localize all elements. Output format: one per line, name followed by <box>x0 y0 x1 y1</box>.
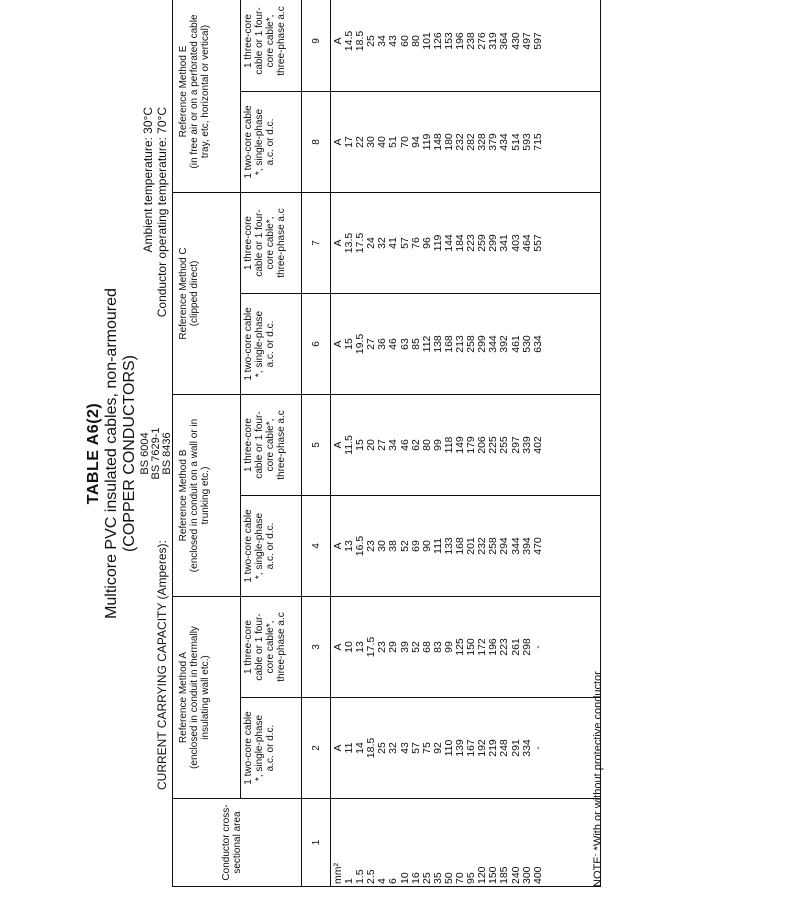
two-core-subheader: 1 two-core cable *, single-phase a.c. or d.c. <box>241 698 302 799</box>
capacity-column <box>331 192 601 293</box>
table-cell: 299 <box>487 234 500 252</box>
standard-ref: BS 7629-1 <box>150 427 162 480</box>
table-cell: 344 <box>487 335 500 353</box>
table-cell: 46 <box>398 439 411 451</box>
capacity-heading: CURRENT CARRYING CAPACITY (Amperes): <box>155 540 169 790</box>
method-e-header: Reference Method E (in free air or on a perforated cable tray, etc, horizontal or vertical) <box>173 0 241 192</box>
table-cell: 110 <box>442 739 455 757</box>
table-cell: 297 <box>509 436 522 454</box>
table-cell: 22 <box>354 136 367 148</box>
table-cell: 15 <box>343 338 356 350</box>
table-cell: 51 <box>387 136 400 148</box>
unit-label: A <box>332 37 344 45</box>
table-cell: 99 <box>442 641 455 653</box>
table-cell: 25 <box>420 872 433 884</box>
table-cell: - <box>531 645 544 649</box>
table-cell: 18.5 <box>365 737 378 759</box>
table-title: TABLE A6(2) <box>85 402 102 505</box>
table-cell: 148 <box>431 133 444 151</box>
table-cell: 40 <box>376 136 389 148</box>
table-subtitle-2: (COPPER CONDUCTORS) <box>121 354 138 553</box>
unit-label: mm² <box>332 863 344 884</box>
table-cell: 101 <box>420 32 433 50</box>
table-cell: 150 <box>487 866 500 884</box>
table-cell: 196 <box>454 32 467 50</box>
table-cell: 238 <box>465 32 478 50</box>
unit-label: A <box>332 340 344 348</box>
table-cell: 18.5 <box>354 30 367 52</box>
table-cell: 63 <box>398 338 411 350</box>
method-b-header: Reference Method B (enclosed in conduit on a wall or in trunking etc.) <box>173 394 241 596</box>
table-cell: 92 <box>431 742 444 754</box>
table-cell: 557 <box>531 234 544 252</box>
table-cell: 402 <box>531 436 544 454</box>
table-cell: 298 <box>520 638 533 656</box>
table-cell: 69 <box>409 540 422 552</box>
table-cell: 38 <box>387 540 400 552</box>
table-cell: - <box>531 746 544 750</box>
table-cell: 364 <box>498 32 511 50</box>
table-cell: 96 <box>420 237 433 249</box>
table-cell: 344 <box>509 537 522 555</box>
unit-label: A <box>332 643 344 651</box>
table-cell: 17.5 <box>354 232 367 254</box>
table-cell: 75 <box>420 742 433 754</box>
table-cell: 23 <box>376 641 389 653</box>
table-cell: 400 <box>531 866 544 884</box>
table-cell: 258 <box>487 537 500 555</box>
table-cell: 276 <box>476 32 489 50</box>
table-cell: 201 <box>465 537 478 555</box>
capacity-column <box>331 293 601 394</box>
table-subtitle: Multicore PVC insulated cables, non-armoured <box>103 288 120 619</box>
table-cell: 118 <box>442 436 455 454</box>
capacity-column <box>331 698 601 799</box>
table-cell: 30 <box>376 540 389 552</box>
table-cell: 294 <box>498 537 511 555</box>
unit-label: A <box>332 441 344 449</box>
table-cell: 138 <box>431 335 444 353</box>
table-cell: 68 <box>420 641 433 653</box>
table-cell: 334 <box>520 739 533 757</box>
table-cell: 430 <box>509 32 522 50</box>
table-cell: 206 <box>476 436 489 454</box>
column-number: 7 <box>302 192 331 293</box>
table-cell: 111 <box>431 538 444 554</box>
table-cell: 133 <box>442 537 455 555</box>
unit-label: A <box>332 542 344 550</box>
table-cell: 213 <box>454 335 467 353</box>
table-cell: 403 <box>509 234 522 252</box>
table-cell: 597 <box>531 32 544 50</box>
column-number: 5 <box>302 394 331 495</box>
table-cell: 394 <box>520 537 533 555</box>
table-cell: 52 <box>409 641 422 653</box>
table-cell: 167 <box>465 739 478 757</box>
three-core-subheader: 1 three-core cable or 1 four- core cable*, three-phase a.c <box>241 596 302 697</box>
table-cell: 219 <box>487 739 500 757</box>
column-number: 1 <box>302 799 331 887</box>
table-cell: 248 <box>498 739 511 757</box>
table-cell: 282 <box>465 133 478 151</box>
table-cell: 339 <box>520 436 533 454</box>
table-cell: 240 <box>509 866 522 884</box>
three-core-subheader: 1 three-core cable or 1 four- core cable*, three-phase a.c <box>241 0 302 91</box>
table-cell: 300 <box>520 866 533 884</box>
table-cell: 341 <box>498 234 511 252</box>
standard-ref: BS 8436 <box>161 432 173 475</box>
table-cell: 261 <box>509 638 522 656</box>
table-cell: 125 <box>454 638 467 656</box>
table-cell: 94 <box>409 136 422 148</box>
table-cell: 70 <box>398 136 411 148</box>
table-cell: 35 <box>431 872 444 884</box>
table-cell: 232 <box>476 537 489 555</box>
table-cell: 11.5 <box>343 435 356 455</box>
table-cell: 14 <box>354 742 367 754</box>
table-cell: 149 <box>454 436 467 454</box>
table-cell: 23 <box>365 540 378 552</box>
table-cell: 319 <box>487 32 500 50</box>
capacity-column <box>331 596 601 697</box>
table-cell: 16.5 <box>354 535 367 557</box>
table-cell: 180 <box>442 133 455 151</box>
two-core-subheader: 1 two-core cable *, single-phase a.c. or d.c. <box>241 293 302 394</box>
table-cell: 19.5 <box>354 333 367 355</box>
table-cell: 29 <box>387 641 400 653</box>
table-cell: 60 <box>398 35 411 47</box>
table-cell: 4 <box>376 878 389 884</box>
table-cell: 634 <box>531 335 544 353</box>
table-cell: 1 <box>343 878 356 884</box>
table-cell: 379 <box>487 133 500 151</box>
table-cell: 57 <box>398 237 411 249</box>
table-cell: 259 <box>476 234 489 252</box>
table-cell: 62 <box>409 439 422 451</box>
table-cell: 70 <box>454 872 467 884</box>
table-cell: 120 <box>476 866 489 884</box>
table-cell: 27 <box>365 338 378 350</box>
table-cell: 119 <box>420 133 433 151</box>
table-cell: 2.5 <box>365 869 378 884</box>
ambient-temperature: Ambient temperature: 30°C <box>141 107 155 253</box>
table-cell: 52 <box>398 540 411 552</box>
conductor-size-column <box>331 799 601 887</box>
table-cell: 30 <box>365 136 378 148</box>
table-cell: 57 <box>409 742 422 754</box>
column-number: 8 <box>302 91 331 192</box>
table-cell: 185 <box>498 866 511 884</box>
table-cell: 223 <box>465 234 478 252</box>
table-cell: 119 <box>431 234 444 252</box>
two-core-subheader: 1 two-core cable *, single-phase a.c. or d.c. <box>241 91 302 192</box>
table-cell: 139 <box>454 739 467 757</box>
table-cell: 223 <box>498 638 511 656</box>
table-cell: 43 <box>398 742 411 754</box>
table-cell: 25 <box>365 35 378 47</box>
table-cell: 328 <box>476 133 489 151</box>
table-cell: 20 <box>365 439 378 451</box>
unit-label: A <box>332 138 344 146</box>
capacity-column <box>331 495 601 596</box>
table-cell: 258 <box>465 335 478 353</box>
three-core-subheader: 1 three-core cable or 1 four- core cable*, three-phase a.c <box>241 394 302 495</box>
table-cell: 80 <box>420 439 433 451</box>
table-cell: 172 <box>476 638 489 656</box>
table-cell: 46 <box>387 338 400 350</box>
conductor-temperature: Conductor operating temperature: 70°C <box>155 107 169 318</box>
table-cell: 36 <box>376 338 389 350</box>
ambient-info <box>141 107 169 317</box>
column-number: 4 <box>302 495 331 596</box>
table-cell: 255 <box>498 436 511 454</box>
capacity-column <box>331 91 601 192</box>
table-cell: 184 <box>454 234 467 252</box>
table-cell: 168 <box>454 537 467 555</box>
table-cell: 715 <box>531 133 544 151</box>
table-cell: 192 <box>476 739 489 757</box>
table-cell: 497 <box>520 32 533 50</box>
footnote: NOTE: *With or without protective conductor <box>592 671 604 887</box>
two-core-subheader: 1 two-core cable *, single-phase a.c. or d.c. <box>241 495 302 596</box>
unit-label: A <box>332 744 344 752</box>
table-cell: 514 <box>509 133 522 151</box>
table-cell: 34 <box>387 439 400 451</box>
column-number: 9 <box>302 0 331 91</box>
capacity-column <box>331 394 601 495</box>
table-cell: 464 <box>520 234 533 252</box>
conductor-header: Conductor cross- sectional area <box>173 799 302 887</box>
table-cell: 291 <box>509 739 522 757</box>
table-cell: 530 <box>520 335 533 353</box>
table-cell: 95 <box>465 872 478 884</box>
table-cell: 10 <box>398 872 411 884</box>
method-c-header: Reference Method C (clipped direct) <box>173 192 241 394</box>
table-cell: 43 <box>387 35 400 47</box>
table-cell: 76 <box>409 237 422 249</box>
table-cell: 17.5 <box>365 636 378 658</box>
table-cell: 39 <box>398 641 411 653</box>
table-cell: 196 <box>487 638 500 656</box>
table-cell: 232 <box>454 133 467 151</box>
table-cell: 27 <box>376 439 389 451</box>
method-a-header: Reference Method A (enclosed in conduit in thermally insulating wall etc.) <box>173 596 241 798</box>
column-number: 3 <box>302 596 331 697</box>
table-cell: 6 <box>387 878 400 884</box>
column-number: 6 <box>302 293 331 394</box>
table-cell: 25 <box>376 742 389 754</box>
table-cell: 83 <box>431 641 444 653</box>
table-cell: 32 <box>387 742 400 754</box>
table-cell: 17 <box>343 136 356 148</box>
table-cell: 168 <box>442 335 455 353</box>
table-cell: 225 <box>487 436 500 454</box>
table-cell: 470 <box>531 537 544 555</box>
table-cell: 24 <box>365 237 378 249</box>
table-cell: 90 <box>420 540 433 552</box>
table-cell: 41 <box>387 237 400 249</box>
table-cell: 80 <box>409 35 422 47</box>
table-cell: 593 <box>520 133 533 151</box>
table-cell: 13 <box>343 540 356 552</box>
table-cell: 14.5 <box>343 30 356 52</box>
table-cell: 32 <box>376 237 389 249</box>
table-cell: 13.5 <box>343 232 356 254</box>
capacity-column <box>331 0 601 91</box>
table-cell: 50 <box>442 872 455 884</box>
column-number: 2 <box>302 698 331 799</box>
table-cell: 1.5 <box>354 869 367 884</box>
table-cell: 112 <box>420 335 433 353</box>
table-cell: 15 <box>354 439 367 451</box>
table-cell: 179 <box>465 436 478 454</box>
table-cell: 150 <box>465 638 478 656</box>
table-cell: 126 <box>431 32 444 50</box>
three-core-subheader: 1 three-core cable or 1 four- core cable*, three-phase a.c <box>241 192 302 293</box>
table-cell: 11 <box>343 742 356 754</box>
table-cell: 10 <box>343 641 356 653</box>
capacity-table <box>172 0 601 887</box>
table-cell: 13 <box>354 641 367 653</box>
standard-ref: BS 6004 <box>139 432 151 475</box>
unit-label: A <box>332 239 344 247</box>
table-cell: 153 <box>442 32 455 50</box>
table-cell: 299 <box>476 335 489 353</box>
table-cell: 144 <box>442 234 455 252</box>
table-cell: 461 <box>509 335 522 353</box>
table-cell: 99 <box>431 439 444 451</box>
table-cell: 434 <box>498 133 511 151</box>
table-cell: 16 <box>409 872 422 884</box>
table-cell: 392 <box>498 335 511 353</box>
table-cell: 34 <box>376 35 389 47</box>
table-cell: 85 <box>409 338 422 350</box>
